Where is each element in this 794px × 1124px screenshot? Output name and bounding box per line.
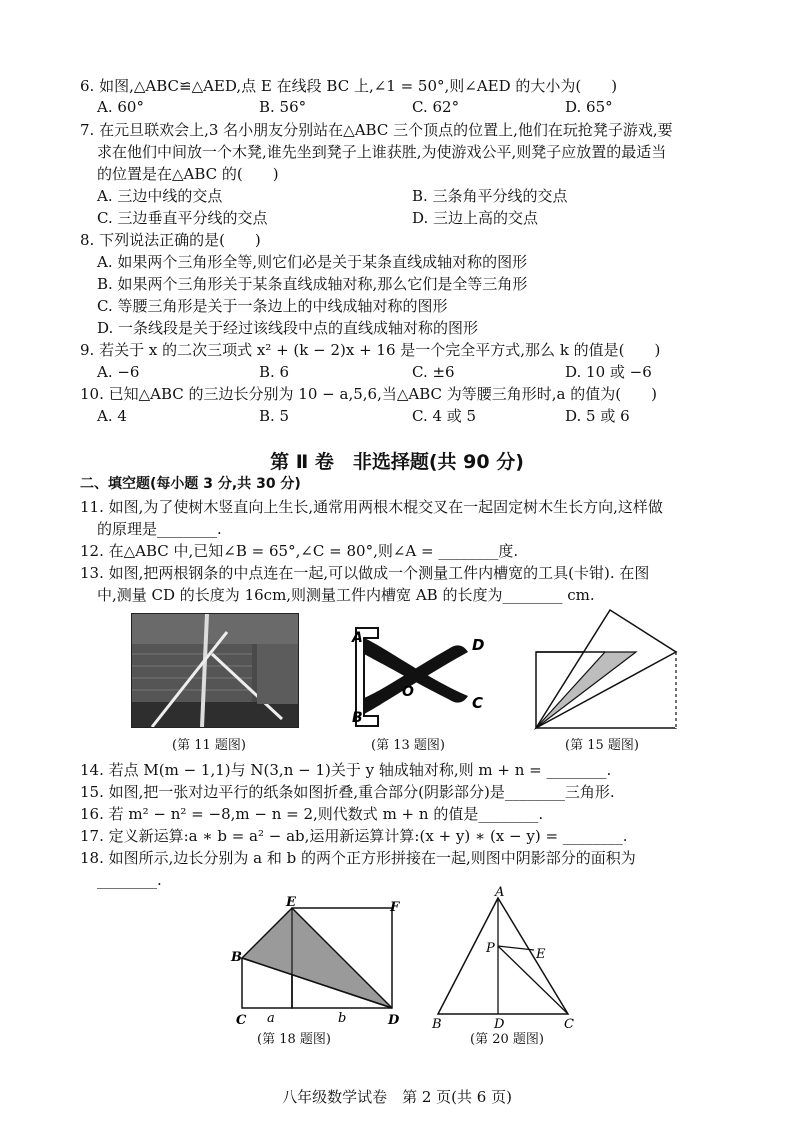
q8-stem: 8. 下列说法正确的是( ) xyxy=(80,231,261,249)
fig18-label-d: D xyxy=(388,1013,400,1028)
fig18-squares xyxy=(228,896,408,1034)
fig20-label-e: E xyxy=(536,947,546,962)
q9-option-d: D. 10 或 −6 xyxy=(565,363,652,381)
q15-stem: 15. 如图,把一张对边平行的纸条如图折叠,重合部分(阴影部分)是________三角形. xyxy=(80,783,615,801)
q12-stem: 12. 在△ABC 中,已知∠B = 65°,∠C = 80°,则∠A = ________度. xyxy=(80,542,519,560)
q11-stem-2: 的原理是________. xyxy=(97,520,222,538)
q6-option-a: A. 60° xyxy=(97,98,144,116)
q10-stem: 10. 已知△ABC 的三边长分别为 10 − a,5,6,当△ABC 为等腰三角形时,a 的值为( ) xyxy=(80,385,657,403)
q7-option-c: C. 三边垂直平分线的交点 xyxy=(97,209,268,227)
q6-option-d: D. 65° xyxy=(565,98,613,116)
fig20-label-b: B xyxy=(432,1017,442,1030)
q6-option-c: C. 62° xyxy=(412,98,460,116)
q8-option-b: B. 如果两个三角形关于某条直线成轴对称,那么它们是全等三角形 xyxy=(97,275,528,293)
q10-option-a: A. 4 xyxy=(97,407,127,425)
q9-stem: 9. 若关于 x 的二次三项式 x² + (k − 2)x + 16 是一个完全平方式,那么 k 的值是( ) xyxy=(80,341,661,359)
q13-stem-2: 中,测量 CD 的长度为 16cm,则测量工件内槽宽 AB 的长度为________ cm. xyxy=(97,586,595,604)
fig20-label-a: A xyxy=(495,886,505,900)
q7-option-d: D. 三边上高的交点 xyxy=(412,209,539,227)
fig20-label-p: P xyxy=(486,941,495,956)
fig18-label-e: E xyxy=(286,896,296,910)
q10-option-b: B. 5 xyxy=(259,407,290,425)
fig13-label-b: B xyxy=(352,710,363,726)
fig15-folded-strip xyxy=(530,606,680,732)
q18-stem-1: 18. 如图所示,边长分别为 a 和 b 的两个正方形拼接在一起,则图中阴影部分的面积为 xyxy=(80,849,636,867)
fig11-photo xyxy=(131,613,299,728)
q7-stem-3: 的位置是在△ABC 的( ) xyxy=(97,165,279,183)
q7-stem-1: 7. 在元旦联欢会上,3 名小朋友分别站在△ABC 三个顶点的位置上,他们在玩抢凳子游戏,要 xyxy=(80,121,673,139)
q7-option-b: B. 三条角平分线的交点 xyxy=(412,187,568,205)
q13-stem-1: 13. 如图,把两根钢条的中点连在一起,可以做成一个测量工件内槽宽的工具(卡钳). 在图 xyxy=(80,564,650,582)
q14-stem: 14. 若点 M(m − 1,1)与 N(3,n − 1)关于 y 轴成轴对称,则 m + n = ________. xyxy=(80,761,612,779)
q7-option-a: A. 三边中线的交点 xyxy=(97,187,223,205)
q6-option-b: B. 56° xyxy=(259,98,307,116)
fig18-caption: (第 18 题图) xyxy=(257,1032,331,1047)
q17-stem: 17. 定义新运算:a ∗ b = a² − ab,运用新运算计算:(x + y) ∗ (x − y) = ________. xyxy=(80,827,628,845)
q11-stem-1: 11. 如图,为了使树木竖直向上生长,通常用两根木棍交叉在一起固定树木生长方向,这样做 xyxy=(80,498,663,516)
fig18-label-small-b: b xyxy=(338,1011,347,1026)
q8-option-a: A. 如果两个三角形全等,则它们必是关于某条直线成轴对称的图形 xyxy=(97,253,528,271)
q10-option-c: C. 4 或 5 xyxy=(412,407,477,425)
fig13-caption: (第 13 题图) xyxy=(371,738,445,753)
fig20-label-d: D xyxy=(494,1017,505,1030)
q9-option-b: B. 6 xyxy=(259,363,290,381)
fig20-caption: (第 20 题图) xyxy=(470,1032,544,1047)
q8-option-c: C. 等腰三角形是关于一条边上的中线成轴对称的图形 xyxy=(97,297,448,315)
fig13-label-a: A xyxy=(352,630,363,646)
fig13-caliper xyxy=(338,624,498,730)
q16-stem: 16. 若 m² − n² = −8,m − n = 2,则代数式 m + n 的值是________. xyxy=(80,805,544,823)
page-footer: 八年级数学试卷 第 2 页(共 6 页) xyxy=(282,1088,512,1106)
section-title: 第 Ⅱ 卷 非选择题(共 90 分) xyxy=(270,451,524,473)
fig18-label-a: a xyxy=(267,1011,275,1026)
fig13-label-d: D xyxy=(472,636,485,654)
fig13-label-o: O xyxy=(402,684,414,700)
q9-option-a: A. −6 xyxy=(97,363,140,381)
q9-option-c: C. ±6 xyxy=(412,363,455,381)
q10-option-d: D. 5 或 6 xyxy=(565,407,630,425)
fig18-label-b: B xyxy=(231,950,242,965)
section-head: 二、填空题(每小题 3 分,共 30 分) xyxy=(80,476,301,492)
fig18-label-c: C xyxy=(236,1013,247,1028)
fig15-caption: (第 15 题图) xyxy=(565,738,639,753)
fig13-label-c: C xyxy=(472,694,484,712)
q7-stem-2: 求在他们中间放一个木凳,谁先坐到凳子上谁获胜,为使游戏公平,则凳子应放置的最适当 xyxy=(97,143,667,161)
fig20-triangle xyxy=(424,886,584,1030)
fig18-label-f: F xyxy=(390,900,400,915)
fig20-label-c: C xyxy=(564,1017,574,1030)
q8-option-d: D. 一条线段是关于经过该线段中点的直线成轴对称的图形 xyxy=(97,319,479,337)
fig11-caption: (第 11 题图) xyxy=(172,738,246,753)
q18-stem-2: ________. xyxy=(97,871,162,889)
q6-stem: 6. 如图,△ABC≌△AED,点 E 在线段 BC 上,∠1 = 50°,则∠AED 的大小为( ) xyxy=(80,77,618,95)
